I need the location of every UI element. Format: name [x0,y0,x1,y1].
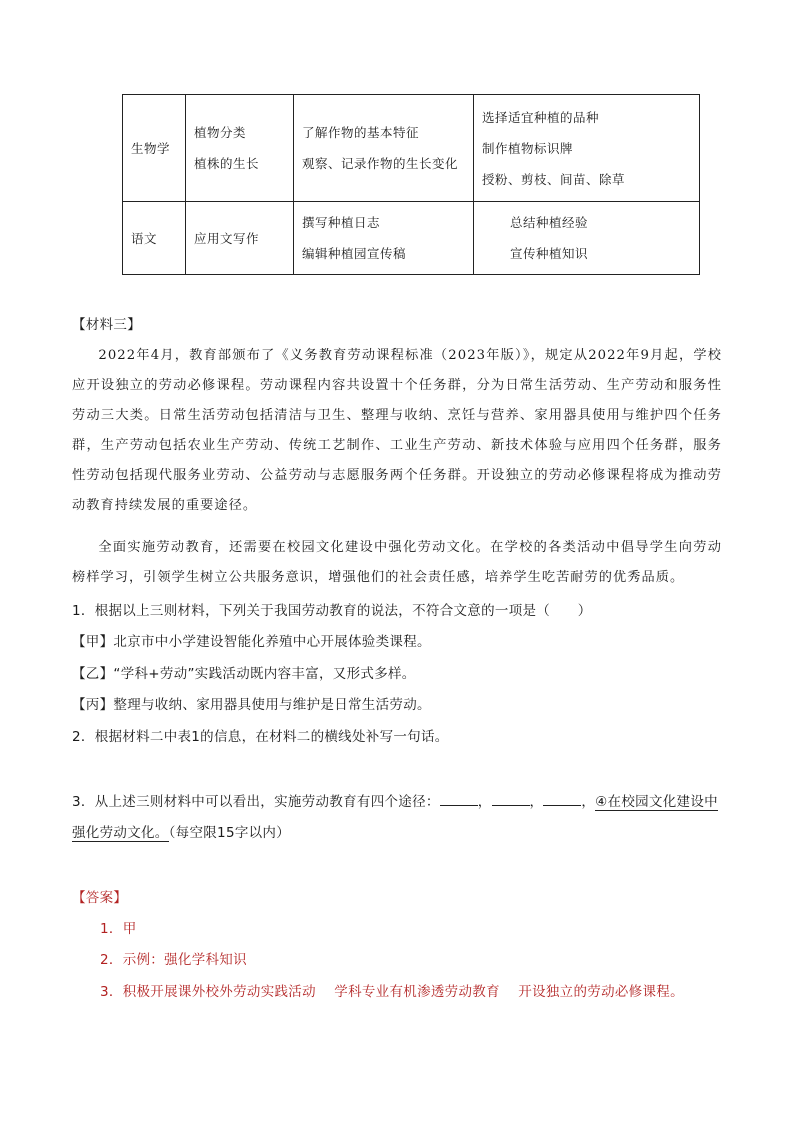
subject-labor-table [122,94,700,275]
option-jia: 【甲】北京市中小学建设智能化养殖中心开展体验类课程。 [72,634,431,650]
table-cell-activities: 撰写种植日志 编辑种植园宣传稿 [294,202,474,275]
table-row [123,95,700,202]
answer-heading: 【答案】 [72,890,128,906]
question-1: 1．根据以上三则材料，下列关于我国劳动教育的说法，不符合文意的一项是（ ） [72,603,592,619]
question-3-given-answer: ④在校园文化建设中 [595,794,718,810]
table-cell-subject: 语文 [123,202,186,275]
answer-blank-2[interactable] [492,791,530,806]
table-cell-labor: 总结种植经验 宣传种植知识 [474,202,700,275]
table-cell-subject: 生物学 [123,95,186,202]
answer-3: 3．积极开展课外校外劳动实践活动 学科专业有机渗透劳动教育 开设独立的劳动必修课程。 [100,984,684,1000]
question-3-prefix: 3．从上述三则材料中可以看出，实施劳动教育有四个途径： [72,794,440,810]
material3-paragraph-1: 2022年4月，教育部颁布了《义务教育劳动课程标准（2023年版）》，规定从2022年9月起，学校应开设独立的劳动必修课程。劳动课程内容共设置十个任务群，分为日常生活劳动、生产劳动和服务性劳动三大类。日常生活劳动包括清洁与卫生、整理与收纳、烹饪与营养、家用器具使用与维护四个任务群，生产劳动包括农业生产劳动、传统工艺制作、工业生产劳动、新技术体验与应用四个任务群，服务性劳动包括现代服务业劳动、公益劳动与志愿服务两个任务群。开设独立的劳动必修课程将成为推动劳动教育持续发展的重要途径。 [72,348,722,513]
table-cell-activities: 了解作物的基本特征 观察、记录作物的生长变化 [294,95,474,202]
question-3: 3．从上述三则材料中可以看出，实施劳动教育有四个途径： ， ， ，④在校园文化建设中 [72,787,732,818]
table-cell-content: 植物分类 植株的生长 [186,95,294,202]
material3-heading: 【材料三】 [72,317,141,333]
answer-blank-1[interactable] [440,791,478,806]
question-2: 2．根据材料二中表1的信息，在材料二的横线处补写一句话。 [72,729,449,745]
table-row [123,202,700,275]
answer-1: 1．甲 [100,921,137,937]
material3-paragraph-2: 全面实施劳动教育，还需要在校园文化建设中强化劳动文化。在学校的各类活动中倡导学生向劳动榜样学习，引领学生树立公共服务意识，增强他们的社会责任感，培养学生吃苦耐劳的优秀品质。 [72,540,722,585]
question-3-continued: 强化劳动文化。（每空限15字以内） [72,825,291,841]
option-yi: 【乙】“学科+劳动”实践活动既内容丰富，又形式多样。 [72,666,416,682]
option-bing: 【丙】整理与收纳、家用器具使用与维护是日常生活劳动。 [72,697,431,713]
answer-blank-3[interactable] [543,791,581,806]
table-cell-content: 应用文写作 [186,202,294,275]
answer-2: 2．示例：强化学科知识 [100,952,247,968]
table-cell-labor: 选择适宜种植的品种 制作植物标识牌 授粉、剪枝、间苗、除草 [474,95,700,202]
